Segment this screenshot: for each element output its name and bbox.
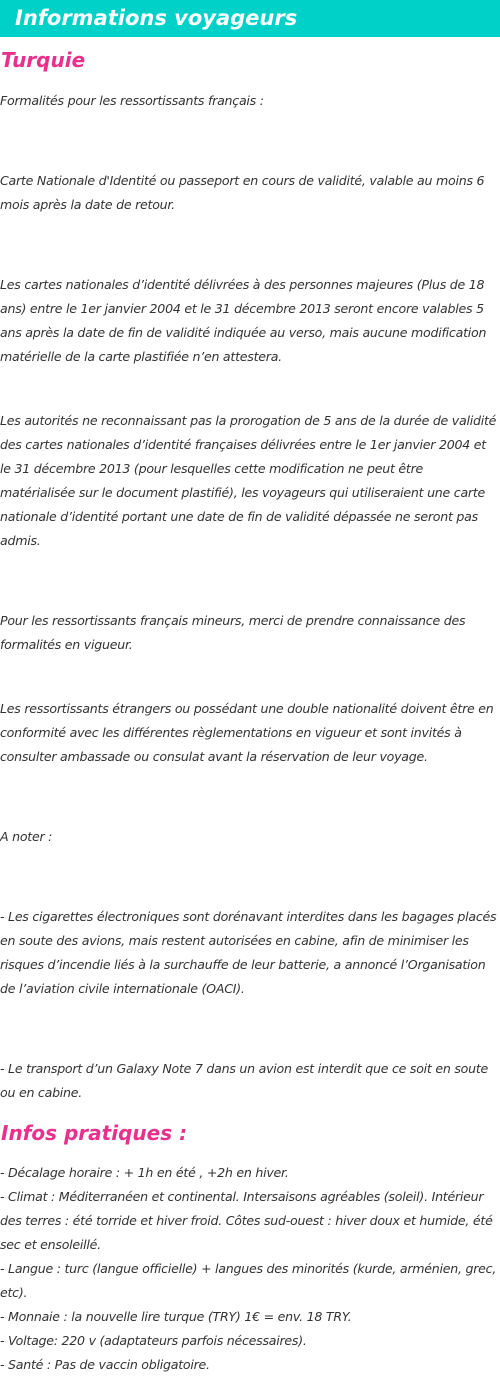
info-monnaie: - Monnaie : la nouvelle lire turque (TRY) 1€ = env. 18 TRY. [0, 1309, 352, 1324]
page-title: Informations voyageurs [15, 6, 298, 30]
info-langue: - Langue : turc (langue officielle) + langues des minorités (kurde, arménien, grec, etc). [0, 1261, 497, 1300]
header-bar [0, 0, 500, 37]
formalites-intro: Formalités pour les ressortissants français : [0, 93, 264, 108]
formalites-mineurs: Pour les ressortissants français mineurs, merci de prendre connaissance des formalités en vigueur. [0, 613, 466, 652]
formalites-cartes: Les cartes nationales d’identité délivrées à des personnes majeures (Plus de 18 ans) entre le 1er janvier 2004 et le 31 décembre 2013 seront encore valables 5 ans après la date de fin de validité indiquée au verso, mais aucune modification matérielle de la carte plastifiée n’en attestera. [0, 277, 487, 364]
info-decalage-horaire: - Décalage horaire : + 1h en été , +2h en hiver. [0, 1165, 289, 1180]
country-heading: Turquie [1, 48, 86, 72]
note-galaxy: - Le transport d’un Galaxy Note 7 dans un avion est interdit que ce soit en soute ou en cabine. [0, 1061, 489, 1100]
info-sante: - Santé : Pas de vaccin obligatoire. [0, 1357, 210, 1372]
info-voltage: - Voltage: 220 v (adaptateurs parfois nécessaires). [0, 1333, 307, 1348]
a-noter-label: A noter : [0, 829, 53, 844]
formalites-etrangers: Les ressortissants étrangers ou possédant une double nationalité doivent être en conformité avec les différentes règlementations en vigueur et sont invités à consulter ambassade ou consulat avant la réservation de leur voyage. [0, 701, 494, 764]
infos-pratiques-heading: Infos pratiques : [1, 1121, 188, 1145]
infos-pratiques-list [0, 1161, 500, 1377]
formalites-autorites: Les autorités ne reconnaissant pas la prorogation de 5 ans de la durée de validité des cartes nationales d’identité françaises délivrées entre le 1er janvier 2004 et le 31 décembre 2013 (pour lesquelles cette modification ne peut être matérialisée sur le document plastifié), les voyageurs qui utiliseraient une carte nationale d’identité portant une date de fin de validité dépassée ne seront pas admis. [0, 413, 497, 548]
note-cigarettes: - Les cigarettes électroniques sont dorénavant interdites dans les bagages placés en soute des avions, mais restent autorisées en cabine, afin de minimiser les risques d’incendie liés à la surchauffe de leur batterie, a annoncé l’Organisation de l’aviation civile internationale (OACI). [0, 909, 497, 996]
info-climat: - Climat : Méditerranéen et continental. Intersaisons agréables (soleil). Intérieur des terres : été torride et hiver froid. Côtes sud-ouest : hiver doux et humide, été sec et ensoleillé. [0, 1189, 493, 1252]
formalites-cni: Carte Nationale d'Identité ou passeport en cours de validité, valable au moins 6 mois après la date de retour. [0, 173, 485, 212]
